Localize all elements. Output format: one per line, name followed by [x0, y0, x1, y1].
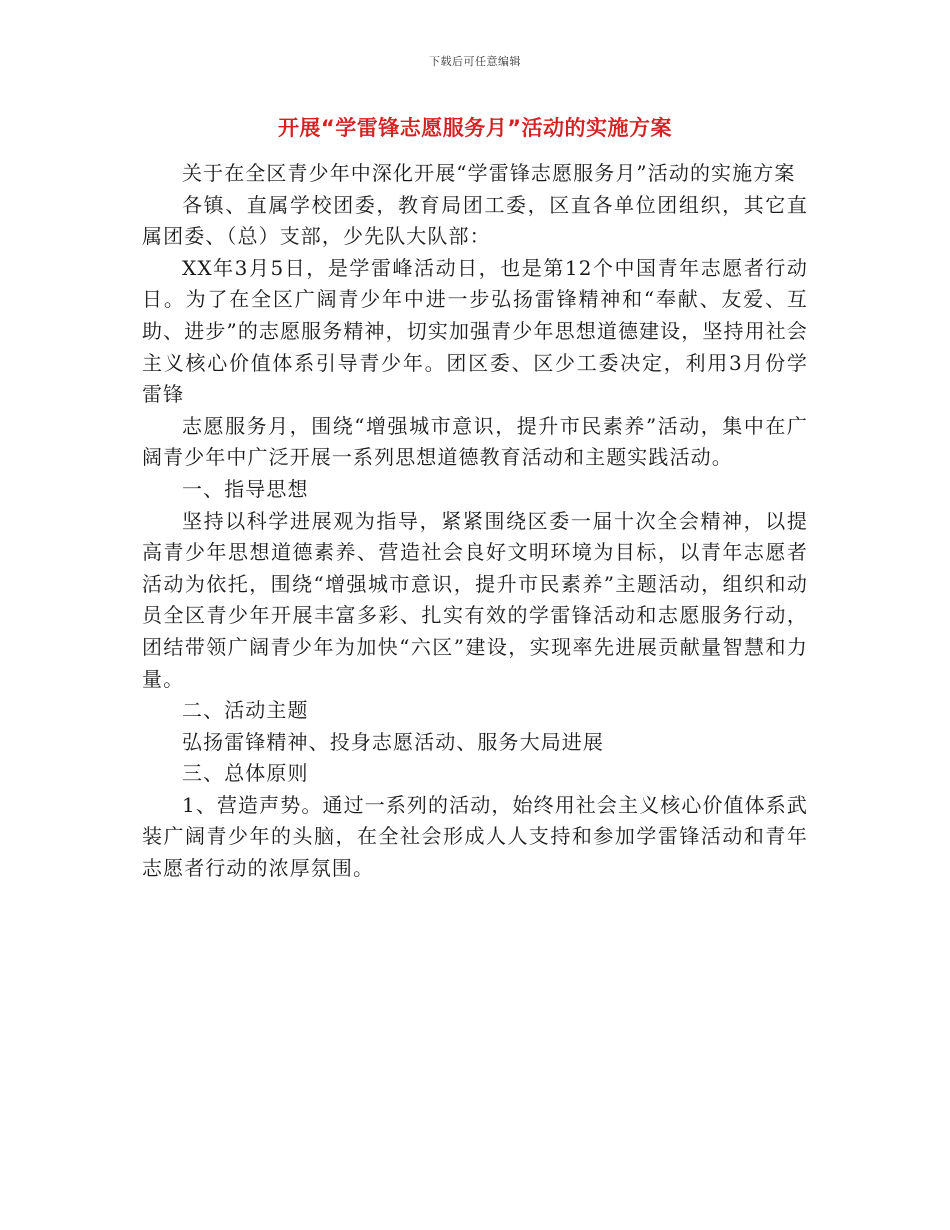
paragraph-notice-title: 关于在全区青少年中深化开展“学雷锋志愿服务月”活动的实施方案	[182, 161, 796, 185]
paragraph-guiding-ideology: 坚持以科学进展观为指导，紧紧围绕区委一届十次全会精神，以提高青少年思想道德素养、营造社会良好文明环境为目标，以青年志愿者活动为依托，围绕“增强城市意识，提升市民素养”主题活动，组织和动员全区青少年开展丰富多彩、扎实有效的学雷锋活动和志愿服务行动，团结带领广阔青少年为加快“六区”建设，实现率先进展贡献量智慧和力量。	[142, 508, 808, 691]
paragraph-activity-theme: 弘扬雷锋精神、投身志愿活动、服务大局进展	[182, 729, 604, 754]
paragraph-background: XX年3月5日，是学雷峰活动日，也是第12个中国青年志愿者行动日。为了在全区广阔青少年中进一步弘扬雷锋精神和“奉献、友爱、互助、进步”的志愿服务精神，切实加强青少年思想道德建设，坚持用社会主义核心价值体系引导青少年。团区委、区少工委决定，利用3月份学雷锋	[142, 255, 808, 407]
paragraph-purpose: 志愿服务月，围绕“增强城市意识，提升市民素养”活动，集中在广阔青少年中广泛开展一系列思想道德教育活动和主题实践活动。	[142, 413, 808, 470]
document-title: 开展“学雷锋志愿服务月”活动的实施方案	[277, 116, 673, 140]
document-body	[142, 158, 808, 885]
paragraph-principle-1: 1、营造声势。通过一系列的活动，始终用社会主义核心价值体系武装广阔青少年的头脑，在全社会形成人人支持和参加学雷锋活动和青年志愿者行动的浓厚氛围。	[142, 792, 808, 881]
header-note: 下载后可任意编辑	[429, 55, 521, 68]
section-heading-guiding-ideology: 一、指导思想	[182, 476, 309, 501]
section-heading-general-principles: 三、总体原则	[182, 761, 309, 786]
section-heading-activity-theme: 二、活动主题	[182, 698, 309, 723]
paragraph-recipients: 各镇、直属学校团委，教育局团工委，区直各单位团组织，其它直属团委、（总）支部，少先队大队部：	[142, 192, 808, 249]
